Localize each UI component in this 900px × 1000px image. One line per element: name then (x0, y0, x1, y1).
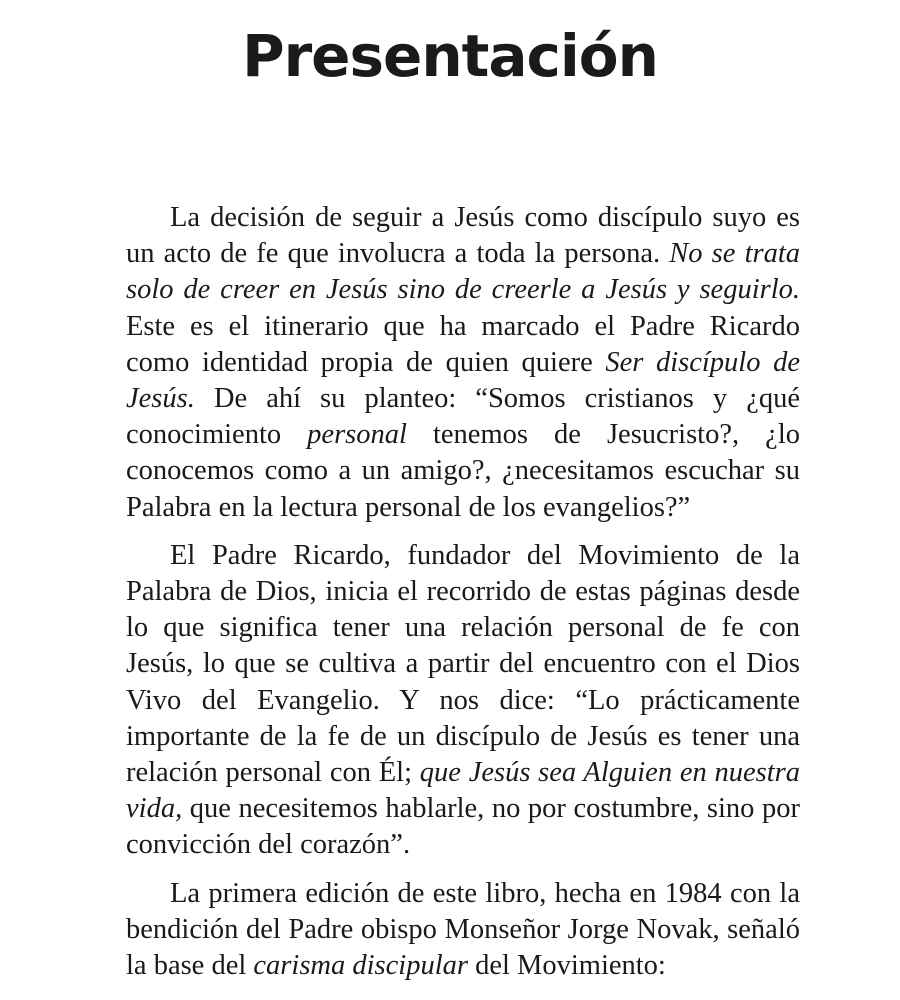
body-text (126, 200, 800, 996)
italic-text-segment: Ser discípulo de Jesús. (126, 346, 800, 415)
italic-text-segment: carisma discipular (253, 950, 468, 982)
italic-text-segment: personal (307, 419, 407, 451)
paragraph-2 (126, 538, 800, 864)
text-segment: Este es el itinerario que ha marcado el Padre Ricardo como identidad propia de quien quiere (126, 310, 800, 378)
italic-text-segment: No se trata solo de creer en Jesús sino de creerle a Jesús y seguirlo. (126, 238, 800, 306)
text-segment: del Movimiento: (467, 950, 666, 982)
text-segment: El Padre Ricardo, fundador del Movimiento de la Palabra de Dios, inicia el recorrido de estas páginas desde lo que significa tener una relación personal de fe con Jesús, lo que se cultiva a partir del encuentro con el Dios Vivo del Evangelio. Y nos dice: “Lo prácticamente importante de la fe de un discípulo de Jesús es tener una relación personal con Él; (126, 539, 800, 789)
page-title: Presentación (242, 22, 658, 90)
text-segment: La decisión de seguir a Jesús como discípulo suyo es un acto de fe que involucra a toda la persona. (126, 202, 800, 270)
text-segment: que necesitemos hablarle, no por costumbre, sino por convicción del corazón”. (126, 793, 800, 861)
italic-text-segment: que Jesús sea Alguien en nuestra vida, (126, 757, 800, 825)
text-segment: tenemos de Jesucristo?, ¿lo conocemos como a un amigo?, ¿necesitamos escuchar su Palabra en la lectura personal de los evangelios?” (126, 419, 800, 523)
text-segment: La primera edición de este libro, hecha en 1984 con la bendición del Padre obispo Monseñor Jorge Novak, señaló la base del (126, 877, 800, 982)
paragraph-1 (126, 200, 800, 526)
paragraph-3 (126, 876, 800, 985)
text-segment: De ahí su planteo: “Somos cristianos y ¿qué conocimiento (126, 383, 800, 451)
